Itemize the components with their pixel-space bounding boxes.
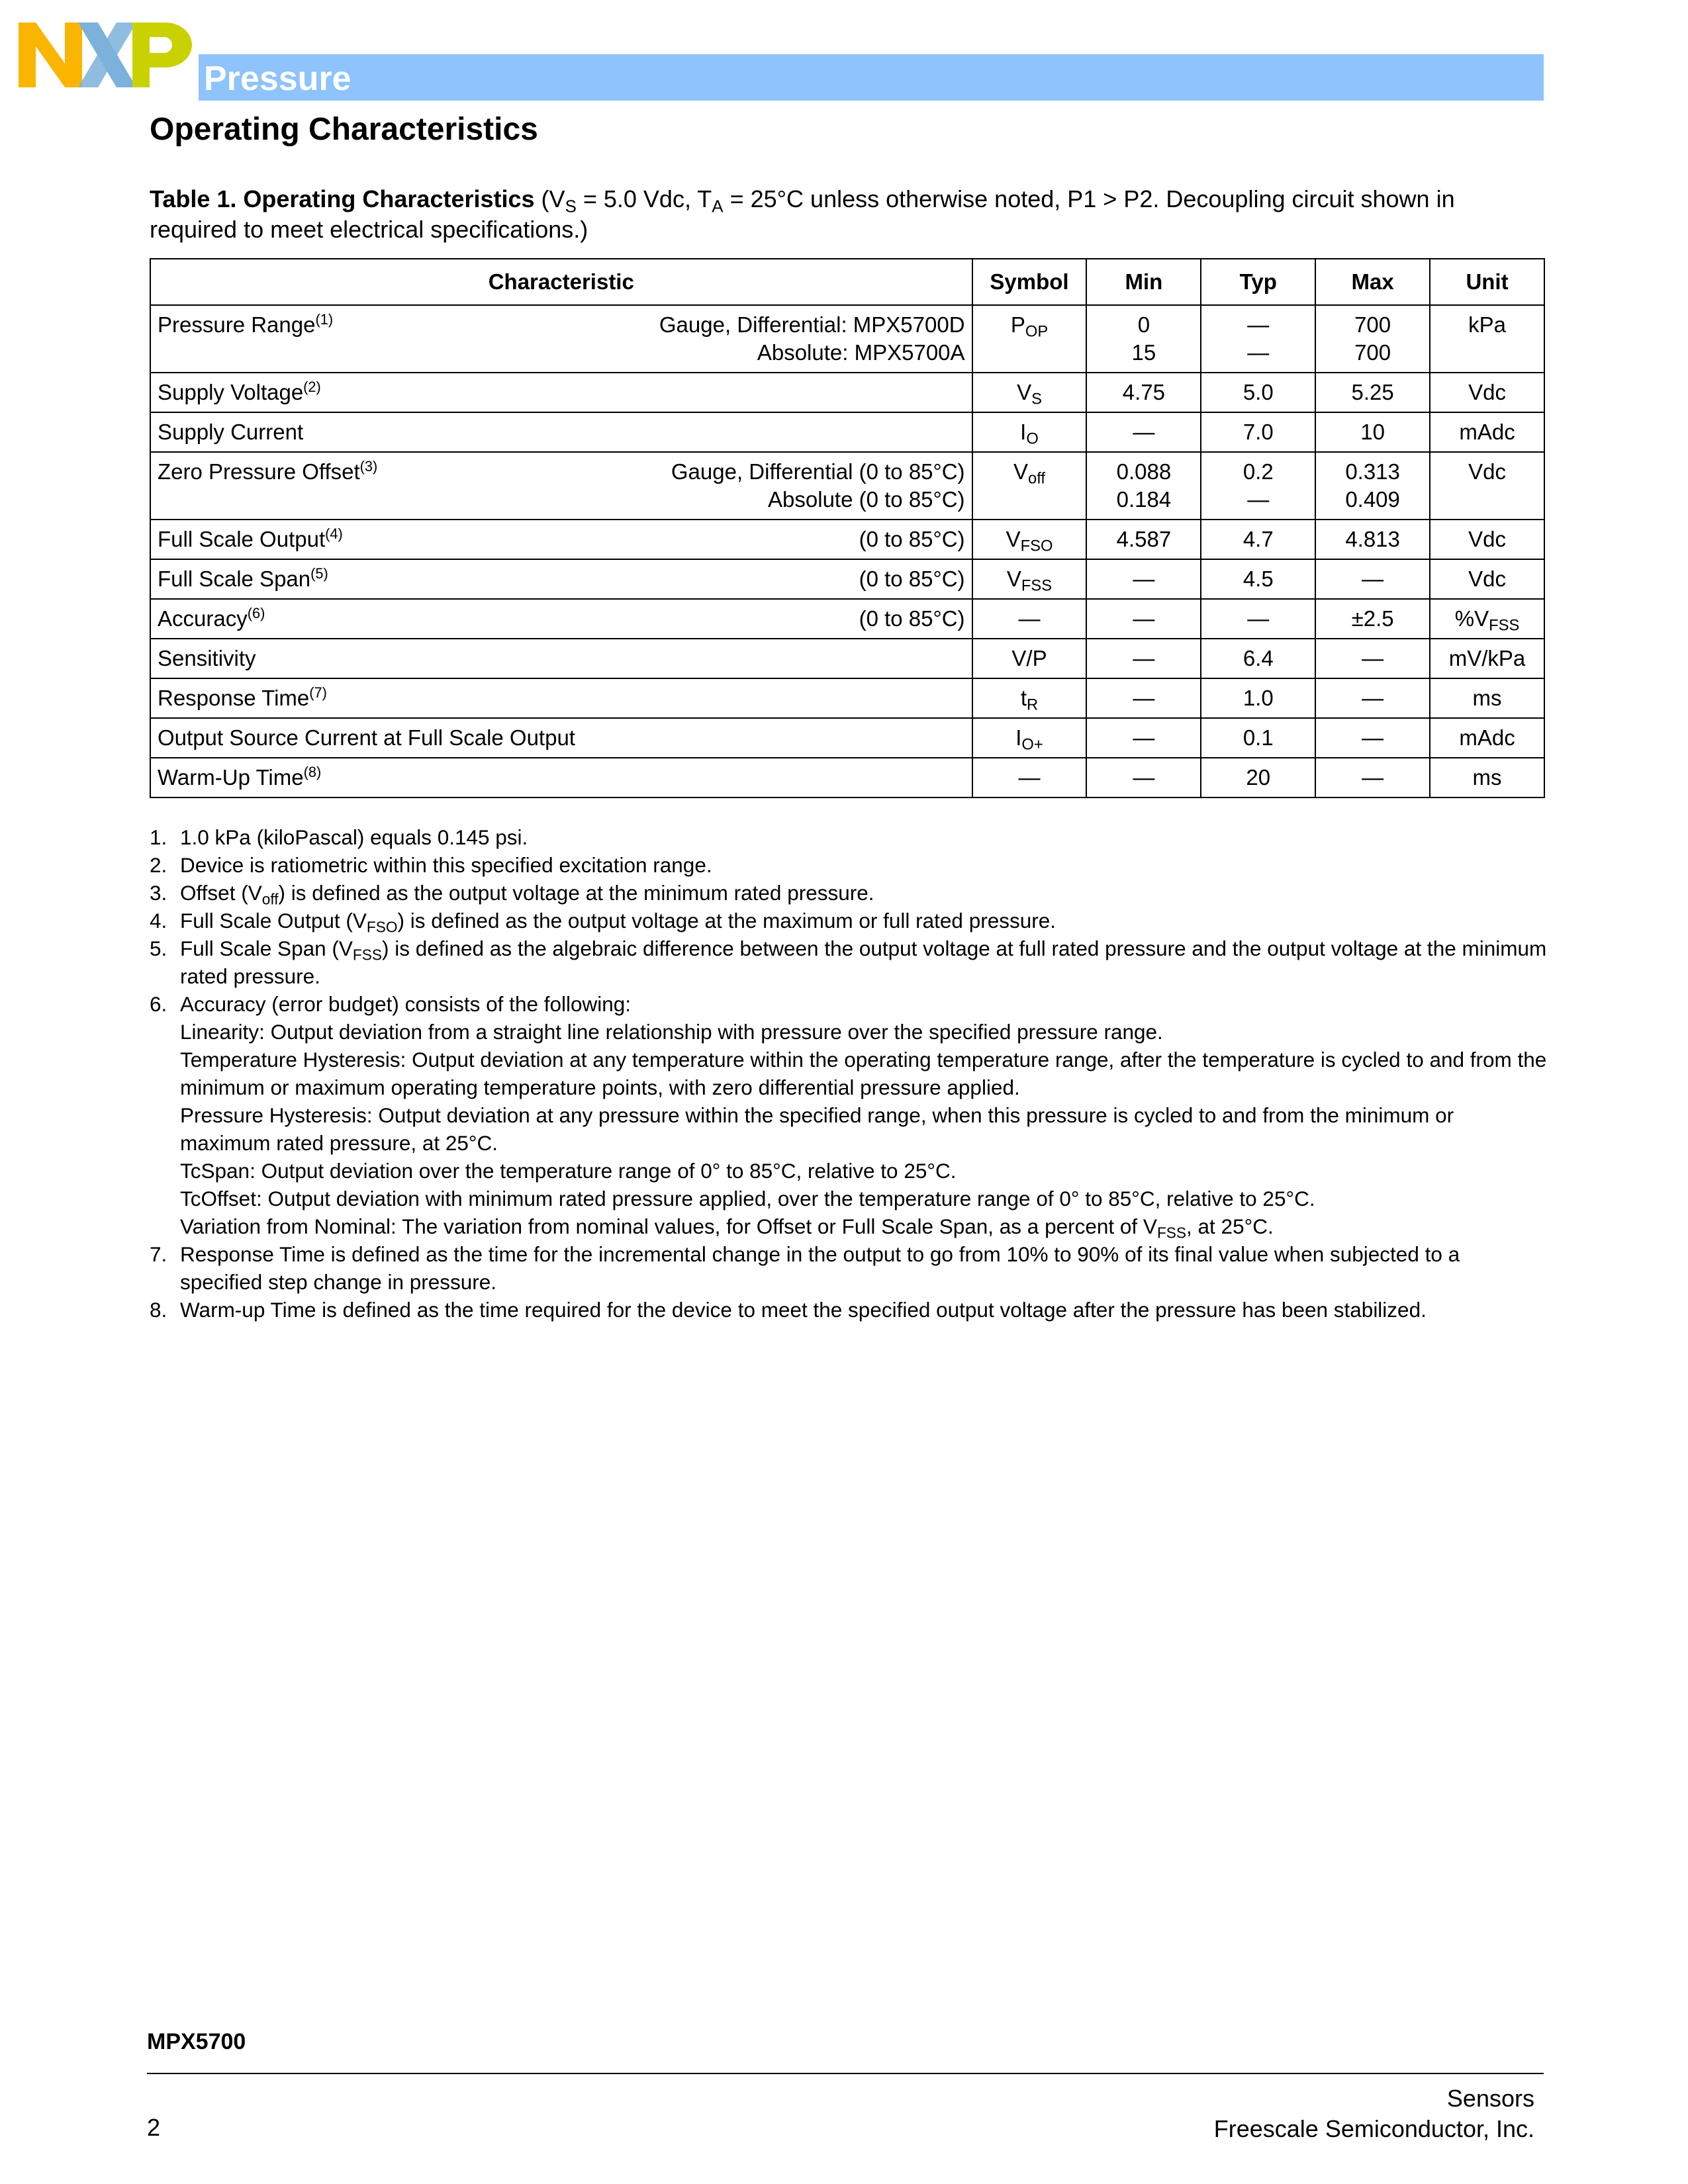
row-name: Sensitivity bbox=[158, 646, 256, 670]
value: 0.2 bbox=[1243, 459, 1274, 484]
cell-characteristic bbox=[150, 559, 972, 599]
footnote-number: 1. bbox=[150, 825, 167, 849]
table-row bbox=[150, 520, 1544, 559]
cell-typ: 6.4 bbox=[1201, 639, 1315, 678]
cell-min: — bbox=[1086, 678, 1201, 718]
table-caption bbox=[150, 184, 1546, 245]
col-header-max: Max bbox=[1315, 259, 1430, 305]
footnote-4 bbox=[150, 907, 1548, 934]
footer-part-number: MPX5700 bbox=[147, 2029, 246, 2054]
cell-unit bbox=[1430, 599, 1544, 639]
cell-characteristic bbox=[150, 520, 972, 559]
cell-max: — bbox=[1315, 758, 1430, 797]
cell-symbol bbox=[972, 305, 1087, 373]
footnote-text: 1.0 kPa (kiloPascal) equals 0.145 psi. bbox=[180, 825, 528, 849]
cell-characteristic bbox=[150, 373, 972, 412]
cell-min: — bbox=[1086, 758, 1201, 797]
value: 0.409 bbox=[1345, 487, 1400, 512]
symbol-text: P bbox=[1010, 312, 1025, 337]
operating-characteristics-table bbox=[150, 258, 1545, 798]
footnote-text: , at 25°C. bbox=[1186, 1214, 1274, 1238]
cell-min: 4.75 bbox=[1086, 373, 1201, 412]
cell-typ: — bbox=[1201, 599, 1315, 639]
col-header-min: Min bbox=[1086, 259, 1201, 305]
accuracy-pressure-hysteresis: Pressure Hysteresis: Output deviation at any pressure within the specified range, when this pressure is cycled to and from the minimum or maximum rated pressure, at 25°C. bbox=[180, 1103, 1454, 1155]
cell-unit: mAdc bbox=[1430, 412, 1544, 452]
table-row bbox=[150, 639, 1544, 678]
accuracy-variation bbox=[180, 1212, 1548, 1240]
footnote-text: Warm-up Time is defined as the time required for the device to meet the specified output voltage after the pressure has been stabilized. bbox=[180, 1298, 1427, 1322]
value: — bbox=[1247, 312, 1270, 337]
cell-max: — bbox=[1315, 678, 1430, 718]
caption-vs-sub: S bbox=[565, 197, 577, 216]
footnote-number: 7. bbox=[150, 1242, 167, 1266]
cell-symbol bbox=[972, 452, 1087, 520]
cell-min: 4.587 bbox=[1086, 520, 1201, 559]
table-row bbox=[150, 718, 1544, 758]
table-header-row bbox=[150, 259, 1544, 305]
row-condition: Absolute: MPX5700A bbox=[757, 340, 965, 365]
footnote-ref: (7) bbox=[309, 684, 327, 702]
footnote-ref: (8) bbox=[303, 764, 322, 781]
footnote-1 bbox=[150, 823, 1548, 851]
cell-unit: Vdc bbox=[1430, 373, 1544, 412]
col-header-symbol: Symbol bbox=[972, 259, 1087, 305]
cell-symbol bbox=[972, 718, 1087, 758]
cell-symbol bbox=[972, 520, 1087, 559]
row-condition: (0 to 85°C) bbox=[859, 567, 965, 591]
value: 700 bbox=[1354, 312, 1391, 337]
section-title: Operating Characteristics bbox=[150, 112, 538, 147]
symbol-sub: FSS bbox=[1021, 576, 1053, 595]
symbol-sub: FSO bbox=[1020, 537, 1053, 555]
cell-min: — bbox=[1086, 412, 1201, 452]
col-header-typ: Typ bbox=[1201, 259, 1315, 305]
row-condition: (0 to 85°C) bbox=[859, 527, 965, 551]
value: — bbox=[1247, 340, 1270, 365]
symbol-text: I bbox=[1020, 420, 1027, 444]
cell-min: — bbox=[1086, 559, 1201, 599]
accuracy-temperature-hysteresis: Temperature Hysteresis: Output deviation at any temperature within the operating temperature range, after the temperature is cycled to and from the minimum or maximum operating temperature points, with zero differential pressure applied. bbox=[180, 1048, 1547, 1099]
header-bar bbox=[199, 54, 1544, 101]
footnote-number: 3. bbox=[150, 881, 167, 905]
unit-sub: FSS bbox=[1489, 616, 1520, 635]
value: — bbox=[1247, 487, 1270, 512]
symbol-text: I bbox=[1015, 725, 1022, 750]
cell-max: — bbox=[1315, 639, 1430, 678]
caption-label: Table 1. Operating Characteristics bbox=[150, 185, 535, 212]
symbol-text: V bbox=[1017, 380, 1032, 404]
footnote-text: ) is defined as the algebraic difference between the output voltage at full rated pressure and the output voltage at the minimum rated pressure. bbox=[180, 936, 1547, 988]
cell-characteristic bbox=[150, 678, 972, 718]
footer-category: Sensors bbox=[1446, 2085, 1534, 2112]
footer-company: Freescale Semiconductor, Inc. bbox=[1213, 2115, 1534, 2142]
footnote-5 bbox=[150, 934, 1548, 990]
value: 0 bbox=[1137, 312, 1150, 337]
cell-typ: 7.0 bbox=[1201, 412, 1315, 452]
accuracy-tcoffset: TcOffset: Output deviation with minimum rated pressure applied, over the temperature range of 0° to 85°C, relative to 25°C. bbox=[180, 1187, 1315, 1210]
cell-max: 10 bbox=[1315, 412, 1430, 452]
cell-min bbox=[1086, 305, 1201, 373]
table-row bbox=[150, 305, 1544, 373]
cell-characteristic bbox=[150, 718, 972, 758]
table-row bbox=[150, 373, 1544, 412]
cell-min: — bbox=[1086, 639, 1201, 678]
cell-max: — bbox=[1315, 718, 1430, 758]
cell-symbol bbox=[972, 373, 1087, 412]
caption-text-2: = 25°C unless otherwise noted, P1 > P2. Decoupling circuit shown in required to meet electrical specifications.) bbox=[150, 185, 1455, 243]
footnote-sub: FSS bbox=[352, 946, 382, 964]
row-name: Zero Pressure Offset bbox=[158, 459, 360, 484]
footnote-sub: FSS bbox=[1156, 1224, 1187, 1242]
footnote-number: 2. bbox=[150, 853, 167, 877]
footnote-ref: (4) bbox=[325, 525, 343, 543]
table-row bbox=[150, 599, 1544, 639]
symbol-text: V bbox=[1006, 567, 1021, 591]
col-header-characteristic: Characteristic bbox=[150, 259, 972, 305]
footnote-number: 5. bbox=[150, 936, 167, 960]
value: 0.184 bbox=[1116, 487, 1172, 512]
footnote-sub: off bbox=[261, 890, 279, 908]
footnote-ref: (1) bbox=[315, 311, 334, 328]
footnote-text: Accuracy (error budget) consists of the following: bbox=[180, 992, 632, 1016]
symbol-sub: OP bbox=[1025, 322, 1049, 341]
cell-unit: ms bbox=[1430, 678, 1544, 718]
row-name: Accuracy bbox=[158, 606, 248, 631]
row-condition: Absolute (0 to 85°C) bbox=[768, 487, 965, 512]
row-condition: (0 to 85°C) bbox=[859, 606, 965, 631]
cell-max bbox=[1315, 452, 1430, 520]
cell-characteristic bbox=[150, 639, 972, 678]
cell-typ: 1.0 bbox=[1201, 678, 1315, 718]
footnote-ref: (6) bbox=[247, 605, 265, 622]
logo-p-shape bbox=[132, 23, 192, 87]
table-row bbox=[150, 412, 1544, 452]
footnote-text: Offset (V bbox=[180, 881, 262, 905]
cell-typ bbox=[1201, 452, 1315, 520]
cell-unit: Vdc bbox=[1430, 520, 1544, 559]
cell-max: — bbox=[1315, 559, 1430, 599]
footnote-text: Full Scale Output (V bbox=[180, 909, 367, 933]
symbol-sub: S bbox=[1031, 390, 1042, 408]
cell-symbol: — bbox=[972, 599, 1087, 639]
cell-unit: mV/kPa bbox=[1430, 639, 1544, 678]
row-name: Supply Current bbox=[158, 420, 304, 444]
cell-characteristic bbox=[150, 452, 972, 520]
value: 15 bbox=[1131, 340, 1156, 365]
cell-unit: ms bbox=[1430, 758, 1544, 797]
cell-min: — bbox=[1086, 599, 1201, 639]
cell-min: — bbox=[1086, 718, 1201, 758]
footnote-text: Variation from Nominal: The variation from nominal values, for Offset or Full Scale Span, as a percent of V bbox=[180, 1214, 1157, 1238]
footnote-6 bbox=[150, 990, 1548, 1240]
cell-characteristic bbox=[150, 599, 972, 639]
cell-max: 4.813 bbox=[1315, 520, 1430, 559]
footnote-2 bbox=[150, 851, 1548, 879]
cell-typ: 4.7 bbox=[1201, 520, 1315, 559]
symbol-sub: R bbox=[1027, 696, 1039, 714]
symbol-text: t bbox=[1020, 686, 1027, 710]
footnote-text: ) is defined as the output voltage at the maximum or full rated pressure. bbox=[397, 909, 1056, 933]
cell-symbol: V/P bbox=[972, 639, 1087, 678]
symbol-sub: off bbox=[1028, 469, 1045, 488]
cell-unit: kPa bbox=[1430, 305, 1544, 373]
table-row bbox=[150, 758, 1544, 797]
caption-ta-sub: A bbox=[712, 197, 724, 216]
cell-typ: 0.1 bbox=[1201, 718, 1315, 758]
cell-unit: Vdc bbox=[1430, 559, 1544, 599]
cell-characteristic bbox=[150, 758, 972, 797]
accuracy-linearity: Linearity: Output deviation from a straight line relationship with pressure over the specified pressure range. bbox=[180, 1020, 1163, 1044]
symbol-text: V bbox=[1006, 527, 1021, 551]
footer-page-number: 2 bbox=[147, 2114, 161, 2141]
nxp-logo bbox=[19, 23, 192, 87]
footnote-3 bbox=[150, 879, 1548, 907]
cell-typ: 20 bbox=[1201, 758, 1315, 797]
table-row bbox=[150, 559, 1544, 599]
footer-right bbox=[1214, 2083, 1534, 2144]
cell-typ: 5.0 bbox=[1201, 373, 1315, 412]
cell-symbol: — bbox=[972, 758, 1087, 797]
table-row bbox=[150, 452, 1544, 520]
table-footnotes bbox=[150, 823, 1548, 1324]
cell-typ bbox=[1201, 305, 1315, 373]
symbol-sub: O+ bbox=[1021, 735, 1043, 754]
header-title: Pressure bbox=[204, 60, 352, 98]
cell-characteristic bbox=[150, 412, 972, 452]
footnote-number: 8. bbox=[150, 1298, 167, 1322]
table-row bbox=[150, 678, 1544, 718]
value: 0.313 bbox=[1345, 459, 1400, 484]
row-name: Full Scale Span bbox=[158, 567, 311, 591]
row-name: Supply Voltage bbox=[158, 380, 304, 404]
cell-symbol bbox=[972, 412, 1087, 452]
footnote-text: Device is ratiometric within this specified excitation range. bbox=[180, 853, 712, 877]
footnote-text: Response Time is defined as the time for the incremental change in the output to go from 10% to 90% of its final value when subjected to a specified step change in pressure. bbox=[180, 1242, 1460, 1294]
cell-max bbox=[1315, 305, 1430, 373]
col-header-unit: Unit bbox=[1430, 259, 1544, 305]
cell-min bbox=[1086, 452, 1201, 520]
footnote-ref: (5) bbox=[310, 565, 328, 582]
cell-max: 5.25 bbox=[1315, 373, 1430, 412]
cell-characteristic bbox=[150, 305, 972, 373]
footnote-number: 4. bbox=[150, 909, 167, 933]
value: 700 bbox=[1354, 340, 1391, 365]
row-name: Pressure Range bbox=[158, 312, 316, 337]
cell-symbol bbox=[972, 678, 1087, 718]
row-condition: Gauge, Differential: MPX5700D bbox=[659, 312, 965, 337]
footer-divider bbox=[147, 2073, 1544, 2074]
footnote-8 bbox=[150, 1296, 1548, 1324]
row-name: Output Source Current at Full Scale Output bbox=[158, 725, 575, 750]
value: 0.088 bbox=[1116, 459, 1172, 484]
accuracy-tcspan: TcSpan: Output deviation over the temperature range of 0° to 85°C, relative to 25°C. bbox=[180, 1159, 957, 1183]
logo-n-shape bbox=[19, 23, 82, 87]
footnote-text: Full Scale Span (V bbox=[180, 936, 353, 960]
cell-symbol bbox=[972, 559, 1087, 599]
cell-unit: Vdc bbox=[1430, 452, 1544, 520]
footnote-text: ) is defined as the output voltage at the minimum rated pressure. bbox=[278, 881, 874, 905]
symbol-text: V bbox=[1013, 459, 1029, 484]
row-name: Response Time bbox=[158, 686, 310, 710]
row-condition: Gauge, Differential (0 to 85°C) bbox=[671, 459, 965, 484]
cell-typ: 4.5 bbox=[1201, 559, 1315, 599]
caption-text-open: (V bbox=[534, 185, 565, 212]
footnote-7 bbox=[150, 1240, 1548, 1296]
footnote-ref: (3) bbox=[359, 458, 378, 475]
cell-max: ±2.5 bbox=[1315, 599, 1430, 639]
footnote-sub: FSO bbox=[366, 918, 398, 936]
footnote-number: 6. bbox=[150, 992, 167, 1016]
symbol-sub: O bbox=[1026, 430, 1039, 448]
row-name: Full Scale Output bbox=[158, 527, 326, 551]
caption-text-1: = 5.0 Vdc, T bbox=[576, 185, 712, 212]
unit-text: %V bbox=[1454, 606, 1489, 631]
cell-unit: mAdc bbox=[1430, 718, 1544, 758]
footnote-ref: (2) bbox=[303, 379, 321, 396]
row-name: Warm-Up Time bbox=[158, 765, 304, 790]
